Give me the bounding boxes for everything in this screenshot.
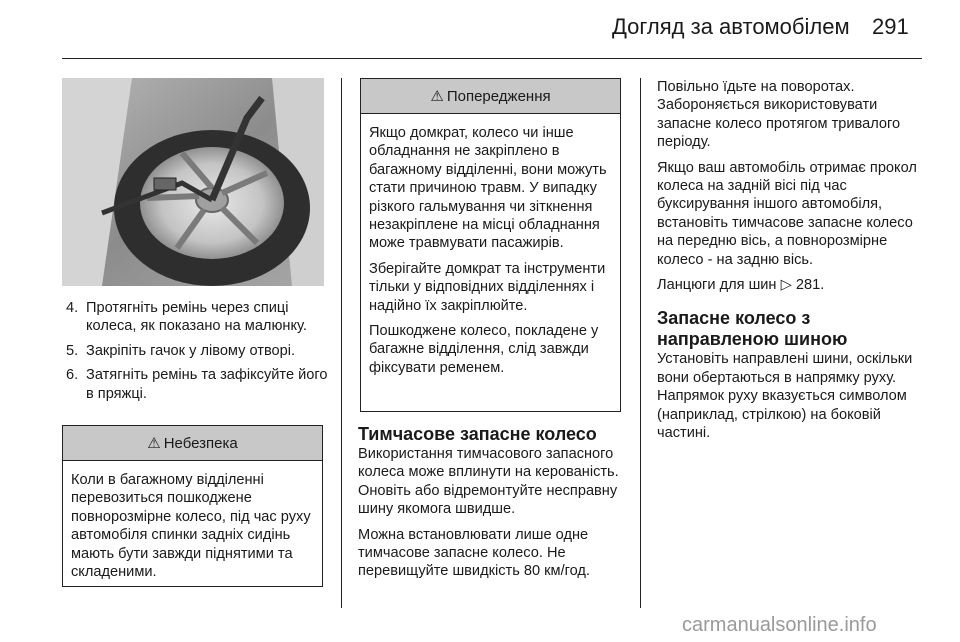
step-number: 5. (66, 342, 79, 359)
caution-box (62, 425, 323, 587)
caution-text: Коли в багажному відділенні перевозиться пошкоджене повнорозмірне колесо, під час руху автомобіля спинки задніх сидінь мають бути завжди піднятими та складеними. (71, 472, 311, 581)
caution-box-title: Небезпека (163, 434, 238, 452)
step-number: 4. (66, 300, 79, 316)
cross-reference (657, 276, 925, 294)
body-text: Якщо ваш автомобіль отримає прокол колеса на задній вісі під час буксирування іншого автомобіля, встановіть тимчасове запасне колесо на передню вісь, а повнорозмірне колесо - на задню вісь. (657, 159, 917, 268)
page-reference-link[interactable]: 281. (795, 277, 825, 294)
warning-triangle-icon: ⚠ (430, 88, 444, 105)
header-title: Догляд за автомобілем (612, 14, 850, 39)
spare-wheel-illustration (62, 78, 324, 286)
warning-text: Зберігайте домкрат та інструменти тільки у відповідних відділеннях і надійно їх закріплюйте. (369, 260, 606, 314)
warning-box-body (361, 114, 620, 390)
body-text: Використання тимчасового запасного колеса може вплинути на керованість. Оновіть або відремонтуйте несправну шину якомога швидше. (358, 446, 619, 518)
right-column (657, 78, 925, 450)
page-number: 291 (872, 14, 909, 39)
section-heading: Запасне колесо з направленою шиною (657, 308, 848, 350)
section-heading: Тимчасове запасне колесо (358, 424, 597, 444)
step-text: Затягніть ремінь та зафіксуйте його в пряжці. (86, 367, 328, 402)
warning-triangle-icon: ⚠ (147, 435, 161, 452)
warning-box-title: Попередження (446, 87, 551, 105)
page-reference-icon: ▷ (780, 277, 792, 294)
step-number: 6. (66, 367, 79, 384)
step-text: Закріпіть гачок у лівому отворі. (86, 342, 296, 359)
list-item (66, 366, 328, 403)
list-item (66, 299, 328, 336)
column-divider-left (341, 78, 342, 608)
body-text: Можна встановлювати лише одне тимчасове запасне колесо. Не перевищуйте швидкість 80 км/год. (358, 526, 590, 580)
warning-text: Пошкоджене колесо, покладене у багажне відділення, слід завжди фіксувати ременем. (369, 323, 599, 376)
step-text: Протягніть ремінь через спиці колеса, як показано на малюнку. (86, 300, 307, 335)
warning-box-header (361, 79, 620, 114)
warning-box (360, 78, 621, 412)
column-divider-right (640, 78, 641, 608)
spare-wheel-photo (62, 78, 324, 286)
chains-text: Ланцюги для шин (657, 277, 777, 294)
temp-spare-section (358, 424, 626, 588)
header-rule (62, 58, 922, 59)
list-item (66, 342, 328, 360)
watermark: carmanualsonline.info (682, 614, 877, 636)
steps-list (66, 299, 328, 409)
warning-text: Якщо домкрат, колесо чи інше обладнання не закріплено в багажному відділенні, вони можуть стати причиною травм. У випадку різкого гальмування чи зіткнення незакріплене на місці обладнання може травмувати пасажирів. (369, 125, 607, 252)
body-text: Установіть направлені шини, оскільки вони обертаються в напрямку руху. Напрямок руху вказується символом (наприклад, стрілкою) на боковій частині. (657, 351, 913, 442)
caution-box-body (63, 461, 322, 594)
caution-box-header (63, 426, 322, 461)
body-text: Повільно їдьте на поворотах. Забороняється використовувати запасне колесо протягом тривалого періоду. (657, 79, 901, 151)
